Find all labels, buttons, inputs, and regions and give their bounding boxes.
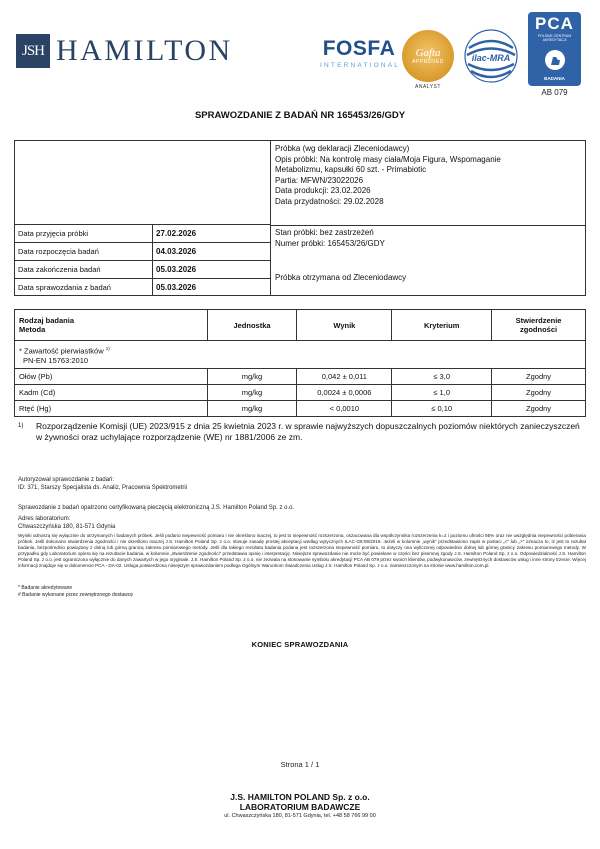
- section-method: PN-EN 15763:2010: [23, 355, 89, 365]
- header-conformity-line1: Stwierdzenie: [515, 316, 562, 325]
- sample-line: Data produkcji: 23.02.2026: [275, 186, 371, 195]
- footer-address: ul. Chwaszczyńska 180, 81-571 Gdynia, tel. +48 58 766 99 00: [224, 813, 376, 819]
- accredited-note: * Badanie akredytowane: [18, 585, 73, 591]
- cell-element: Kadm (Cd): [15, 385, 208, 401]
- sample-state: [275, 228, 385, 249]
- cell-criterion: ≤ 0,10: [392, 401, 492, 417]
- jsh-logo-mark: JSH: [16, 34, 50, 68]
- cell-criterion: ≤ 1,0: [392, 385, 492, 401]
- gafta-analyst-text: ANALYST: [415, 84, 441, 90]
- company-name: HAMILTON: [56, 34, 233, 67]
- table-row: [15, 385, 586, 401]
- date-row: [15, 242, 271, 260]
- results-header-row: [15, 310, 586, 341]
- cell-element: Ołów (Pb): [15, 369, 208, 385]
- pca-subtitle: POLSKIE CENTRUM AKREDYTACJI: [537, 34, 572, 42]
- cell-conformity: Zgodny: [492, 385, 586, 401]
- sample-number-line: Numer próbki: 165453/26/GDY: [275, 238, 385, 248]
- header-criterion: Kryterium: [392, 310, 492, 341]
- date-value: 27.02.2026: [156, 229, 197, 238]
- authorized-by-value: ID: 371, Starszy Specjalista ds. Analiz, Pracownia Spektrometrii: [18, 484, 188, 491]
- pca-accreditation-code: AB 079: [541, 88, 568, 97]
- legal-notes: [18, 585, 133, 599]
- ilac-mra-logo: [461, 28, 521, 84]
- page-number: Strona 1 / 1: [280, 760, 320, 769]
- pca-title: PCA: [535, 14, 574, 33]
- header-test-type: Rodzaj badania: [19, 316, 75, 325]
- table-row: [15, 369, 586, 385]
- legal-disclaimer: Wyniki odnoszą się wyłącznie do otrzymanych i badanych próbek. Jeśli podano niepewność pomiaru i nie określono inaczej, to jest to niepewność rozszerzona, oszacowana dla współczynnika rozszerzenia k=2 i poziomu ufności 95% oraz nie uwzględnia niepewności pobierania próbek. Jeśli dokonano stwierdzenia zgodności i nie określono inaczej J.S. Hamilton Poland Sp. z o.o. stosuje zasadę prostej akceptacji według wytycznych ILAC-G8:09/2019. Jeżeli w kolumnie „wynik” przedstawiono zapis w postaci „<” lub „>” oznacza to, iż jest to rezultat badania, bezpośrednio powiązany z dolną lub górną granicą zakresu pomiarowego metody. Jeśli dla takiego rezultatu badania podana jest rozszerzona niepewność pomiaru, to dotyczy ona wyliczonej odpowiednio dolnej lub górnej granicy zakresu pomiarowego metody. W przypadku gdy Laboratorium opiera się na rezultacie badania, w kolumnie „stwierdzenie zgodności” przedstawia opinię i interpretację. Niniejsze sprawozdanie nie może być powielane w części bez pisemnej zgody J.S. Hamilton Poland Sp. z o.o. Odpowiedzialność J.S. Hamilton Poland Sp. z o.o. jest ograniczona wyłącznie do danych zawartych w jego oryginale. J.S. Hamilton Poland Sp. z o.o. nie zezwala na stosowanie symbolu akredytacji PCA AB 079 przez swoich klientów, podwykonawców, zewnętrznych dostawców usług i inne strony trzecie. Więcej informacji znajduje się w dokumencie PCA - DA-02. Usługa potwierdzona niniejszym sprawozdaniem podlega Ogólnym Warunkom Świadczenia Usług J.S. Hamilton Poland Sp. z o.o. zamieszczonym na stronie www.hamilton.com.pl.: [18, 533, 586, 568]
- header-result: Wynik: [297, 310, 392, 341]
- cell-result: 0,0024 ± 0,0006: [297, 385, 392, 401]
- fosfa-main-text: FOSFA: [322, 37, 396, 60]
- regulation-footnote: [18, 421, 583, 443]
- date-value: 05.03.2026: [156, 283, 197, 292]
- pca-emblem-icon: [543, 48, 567, 72]
- section-row: [15, 341, 586, 369]
- sample-line: Data przydatności: 29.02.2028: [275, 196, 384, 206]
- cell-unit: mg/kg: [207, 369, 297, 385]
- pca-badania-text: BADANIA: [544, 76, 565, 81]
- cell-element: Rtęć (Hg): [15, 401, 208, 417]
- gafta-approved-text: APPROVED: [412, 59, 444, 65]
- footer: [0, 792, 600, 821]
- authorization-block: [18, 477, 187, 492]
- cell-result: < 0,0010: [297, 401, 392, 417]
- cell-unit: mg/kg: [207, 401, 297, 417]
- footnote-marker: 1): [18, 423, 24, 429]
- fosfa-sub-text: INTERNATIONAL: [320, 62, 401, 69]
- cell-conformity: Zgodny: [492, 401, 586, 417]
- sample-info-block: [14, 140, 586, 296]
- fosfa-logo: [320, 37, 401, 69]
- date-value: 05.03.2026: [156, 265, 197, 274]
- header-conformity: [492, 310, 586, 341]
- external-supplier-note: # Badanie wykonane przez zewnętrznego dostawcę: [18, 592, 134, 598]
- divider-horizontal: [270, 225, 586, 226]
- date-row: [15, 224, 271, 242]
- footer-lab: LABORATORIUM BADAWCZE: [239, 802, 361, 812]
- date-value: 04.03.2026: [156, 247, 197, 256]
- lab-address-block: [18, 516, 115, 531]
- footnote-text: Rozporządzenie Komisji (UE) 2023/915 z dnia 25 kwietnia 2023 r. w sprawie najwyższych dopuszczalnych poziomów niektórych zanieczyszczeń w żywności oraz uchylające rozporządzenie (WE) nr 1881/2006 ze zm.: [36, 421, 580, 442]
- section-cell: [15, 341, 586, 369]
- cell-criterion: ≤ 3,0: [392, 369, 492, 385]
- gafta-name-text: Gafta: [415, 47, 441, 59]
- section-title: * Zawartość pierwiastków: [19, 346, 104, 356]
- footer-company: J.S. HAMILTON POLAND Sp. z o.o.: [230, 792, 370, 802]
- lab-address-label: Adres laboratorium:: [18, 516, 71, 522]
- date-label: Data zakończenia badań: [15, 261, 153, 278]
- cell-unit: mg/kg: [207, 385, 297, 401]
- lab-address-value: Chwaszczyńska 180, 81-571 Gdynia: [18, 523, 116, 530]
- electronic-seal-note: Sprawozdanie z badań opatrzono certyfikowaną pieczęcią elektroniczną J.S. Hamilton Poland Sp. z o.o.: [18, 505, 295, 511]
- pca-logo: [528, 12, 581, 86]
- table-row: [15, 401, 586, 417]
- gafta-logo: [402, 30, 454, 82]
- sample-received-from: Próbka otrzymana od Zleceniodawcy: [275, 273, 407, 282]
- sample-line: Metabolizmu, kapsułki 60 szt. - Primabiotic: [275, 165, 427, 174]
- header-conformity-line2: zgodności: [520, 325, 558, 334]
- dates-table: [15, 224, 271, 296]
- header-method: Metoda: [19, 325, 46, 334]
- date-label: Data sprawozdania z badań: [15, 279, 153, 296]
- date-row: [15, 278, 271, 296]
- date-label: Data rozpoczęcia badań: [15, 243, 153, 260]
- ilac-text: ilac-MRA: [471, 53, 511, 63]
- sample-state-line: Stan próbki: bez zastrzeżeń: [275, 228, 374, 237]
- cell-result: 0,042 ± 0,011: [297, 369, 392, 385]
- sample-line: Partia: MFWN/23022026: [275, 175, 364, 185]
- report-title: SPRAWOZDANIE Z BADAŃ NR 165453/26/GDY: [194, 110, 406, 121]
- authorized-by-label: Autoryzował sprawozdanie z badań:: [18, 477, 115, 483]
- end-of-report: KONIEC SPRAWOZDANIA: [251, 640, 349, 649]
- results-table: [14, 309, 586, 417]
- section-footnote-ref: 1): [105, 346, 110, 351]
- header-test-method: [15, 310, 208, 341]
- header-unit: Jednostka: [207, 310, 297, 341]
- sample-line: Próbka (wg deklaracji Zleceniodawcy): [275, 144, 410, 153]
- cell-conformity: Zgodny: [492, 369, 586, 385]
- sample-description: [275, 144, 501, 207]
- date-label: Data przyjęcia próbki: [15, 225, 153, 242]
- sample-line: Opis próbki: Na kontrolę masy ciała/Moja Figura, Wspomaganie: [275, 154, 501, 164]
- hamilton-logo: [16, 34, 233, 68]
- date-row: [15, 260, 271, 278]
